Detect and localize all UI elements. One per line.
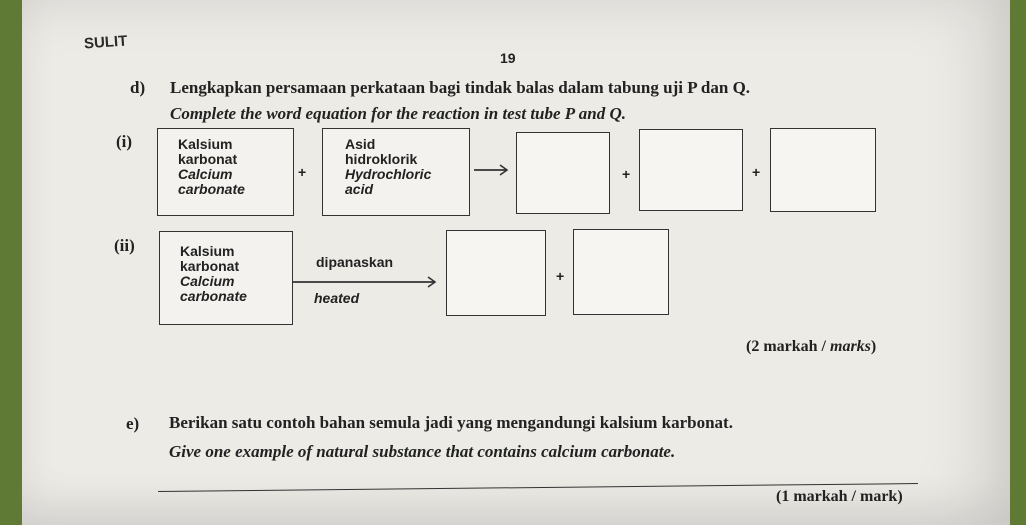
reactant2-ms-line1: Asid (345, 136, 376, 152)
exam-page (22, 0, 1010, 525)
question-d-text-en: Complete the word equation for the reaction in test tube P and Q. (170, 104, 627, 123)
product-answer-box-3[interactable] (770, 128, 876, 212)
reactant-ii-en-line1: Calcium (180, 273, 235, 289)
plus-sign-3: + (752, 164, 761, 180)
question-e-text-en: Give one example of natural substance that contains calcium carbonate. (169, 442, 676, 461)
part-ii-label: (ii) (114, 236, 135, 255)
product-answer-box-ii-1[interactable] (446, 230, 546, 316)
reaction-arrow-i (474, 164, 514, 176)
part-i-label: (i) (116, 132, 133, 151)
reactant-ii-en-line2: carbonate (180, 288, 247, 304)
reactant-hydrochloric-acid-box (322, 128, 470, 216)
reactant-ii-ms-line1: Kalsium (180, 243, 235, 259)
reactant2-en-line1: Hydrochloric (345, 166, 432, 182)
reaction-arrow-ii (292, 276, 442, 288)
reactant2-en-line2: acid (345, 181, 374, 197)
question-e-letter: e) (126, 414, 140, 433)
product-answer-box-1[interactable] (516, 132, 610, 214)
plus-sign-2: + (622, 166, 631, 182)
reactant1-en-line2: carbonate (178, 181, 245, 197)
marks-e: (1 markah / mark) (776, 488, 903, 505)
product-answer-box-ii-2[interactable] (573, 229, 669, 315)
marks-d (746, 338, 876, 356)
question-d-text-ms: Lengkapkan persamaan perkataan bagi tindak balas dalam tabung uji P dan Q. (170, 78, 751, 97)
reactant1-ms-line1: Kalsium (178, 136, 233, 152)
reactant1-ms-line2: karbonat (178, 151, 238, 167)
plus-sign-ii: + (556, 268, 565, 284)
plus-sign: + (298, 164, 307, 180)
question-e-text-ms: Berikan satu contoh bahan semula jadi yang mengandungi kalsium karbonat. (169, 413, 733, 432)
marks-d-en: marks (830, 338, 871, 355)
reactant-ii-ms-line2: karbonat (180, 258, 240, 274)
header-label: SULIT (83, 32, 128, 53)
page-number: 19 (500, 50, 516, 66)
reactant-calcium-carbonate-box-ii (159, 231, 293, 325)
condition-en: heated (314, 290, 360, 306)
product-answer-box-2[interactable] (639, 129, 743, 211)
marks-d-close: ) (870, 338, 877, 355)
reactant1-en-line1: Calcium (178, 166, 233, 182)
question-d-letter: d) (130, 78, 146, 97)
reactant-calcium-carbonate-box (157, 128, 294, 216)
reactant2-ms-line2: hidroklorik (345, 151, 418, 167)
marks-d-ms: (2 markah / (746, 338, 830, 355)
condition-ms: dipanaskan (316, 254, 394, 270)
